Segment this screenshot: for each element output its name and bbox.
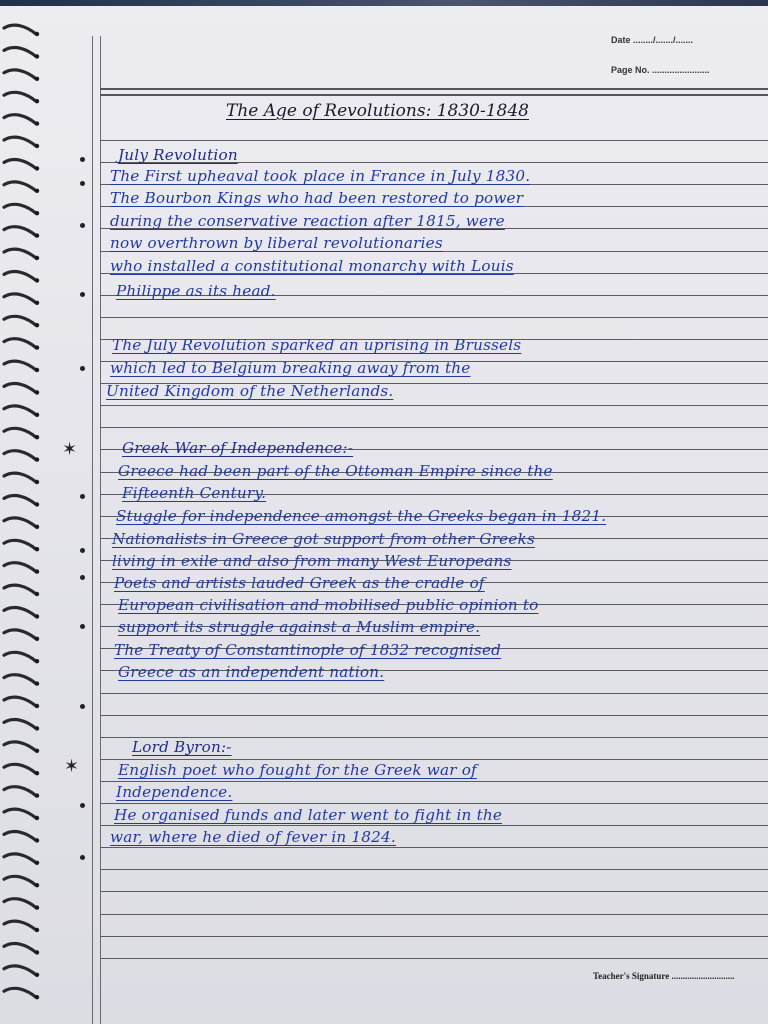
spiral-coil	[4, 540, 36, 549]
note-line: Poets and artists lauded Greek as the cradle of	[114, 574, 485, 592]
spiral-coil	[4, 899, 36, 908]
binding-hole	[35, 502, 39, 506]
spiral-coil	[4, 608, 36, 617]
bullet-point	[80, 494, 85, 499]
header-rule-2	[100, 94, 768, 96]
note-line: during the conservative reaction after 1815, were	[110, 212, 505, 230]
note-line: which led to Belgium breaking away from the	[110, 359, 471, 377]
bullet-point	[80, 223, 85, 228]
spiral-coil	[4, 249, 36, 258]
bullet-point	[80, 624, 85, 629]
binding-hole	[35, 995, 39, 999]
spiral-coil	[4, 988, 36, 997]
margin-line-outer	[92, 36, 93, 1024]
spiral-coil	[4, 742, 36, 751]
binding-hole	[35, 681, 39, 685]
bullet-point	[80, 803, 85, 808]
spiral-coil	[4, 294, 36, 303]
binding-hole	[35, 883, 39, 887]
bullet-point	[80, 366, 85, 371]
binding-hole	[35, 861, 39, 865]
note-line: who installed a constitutional monarchy with Louis	[110, 257, 514, 275]
spiral-coil	[4, 652, 36, 661]
note-line: living in exile and also from many West Europeans	[112, 552, 512, 570]
spiral-coil	[4, 227, 36, 236]
note-line: Greece as an independent nation.	[118, 663, 385, 681]
binding-hole	[35, 278, 39, 282]
binding-hole	[35, 301, 39, 305]
binding-hole	[35, 816, 39, 820]
binding-hole	[35, 368, 39, 372]
star-marker-icon: ✶	[64, 756, 80, 777]
binding-hole	[35, 838, 39, 842]
binding-hole	[35, 345, 39, 349]
binding-hole	[35, 457, 39, 461]
binding-hole	[35, 547, 39, 551]
note-line: support its struggle against a Muslim empire.	[118, 618, 481, 636]
section-heading: July Revolution	[118, 146, 238, 164]
spiral-coil	[4, 809, 36, 818]
ruled-line	[100, 715, 768, 716]
binding-hole	[35, 928, 39, 932]
bullet-point	[80, 292, 85, 297]
spiral-coil	[4, 451, 36, 460]
binding-hole	[35, 637, 39, 641]
spiral-coil	[4, 406, 36, 415]
binding-hole	[35, 144, 39, 148]
note-line: war, where he died of fever in 1824.	[110, 828, 396, 846]
spiral-coil	[4, 204, 36, 213]
binding-hole	[35, 233, 39, 237]
bullet-point	[80, 157, 85, 162]
binding-hole	[35, 793, 39, 797]
spiral-coil	[4, 787, 36, 796]
binding-hole	[35, 99, 39, 103]
star-marker-icon: ✶	[62, 439, 78, 460]
note-line: Fifteenth Century.	[122, 484, 267, 502]
binding-hole	[35, 480, 39, 484]
binding-hole	[35, 726, 39, 730]
spiral-coil	[4, 316, 36, 325]
spiral-coil	[4, 697, 36, 706]
page-title: The Age of Revolutions: 1830-1848	[226, 101, 529, 121]
binding-hole	[35, 592, 39, 596]
note-line: now overthrown by liberal revolutionaries	[110, 234, 443, 252]
spiral-coil	[4, 764, 36, 773]
binding-hole	[35, 973, 39, 977]
spiral-coil	[4, 70, 36, 79]
spiral-coil	[4, 720, 36, 729]
binding-hole	[35, 413, 39, 417]
note-line: Nationalists in Greece got support from other Greeks	[112, 530, 535, 548]
binding-hole	[35, 569, 39, 573]
note-line: Independence.	[116, 783, 233, 801]
ruled-line	[100, 140, 768, 141]
binding-hole	[35, 54, 39, 58]
spiral-coil	[4, 876, 36, 885]
ruled-line	[100, 914, 768, 915]
ruled-line	[100, 936, 768, 937]
ruled-line	[100, 693, 768, 694]
section-heading: Greek War of Independence:-	[122, 439, 354, 457]
spiral-coil	[4, 921, 36, 930]
spiral-coil	[4, 272, 36, 281]
bullet-point	[80, 704, 85, 709]
date-field: Date ......../......./.......	[611, 35, 694, 45]
teacher-signature-field: Teacher's Signature ............................	[593, 971, 735, 981]
spiral-coil	[4, 428, 36, 437]
bullet-point	[80, 181, 85, 186]
binding-hole	[35, 950, 39, 954]
binding-hole	[35, 323, 39, 327]
binding-hole	[35, 32, 39, 36]
bullet-point	[80, 575, 85, 580]
spiral-coil	[4, 384, 36, 393]
spiral-coil	[4, 182, 36, 191]
spiral-coil	[4, 518, 36, 527]
spiral-coil	[4, 944, 36, 953]
spiral-coil	[4, 473, 36, 482]
spiral-coil	[4, 496, 36, 505]
spiral-coil	[4, 630, 36, 639]
ruled-line	[100, 405, 768, 406]
binding-hole	[35, 659, 39, 663]
binding-hole	[35, 614, 39, 618]
binding-hole	[35, 704, 39, 708]
note-line: The Treaty of Constantinople of 1832 recognised	[114, 641, 502, 659]
spiral-coil	[4, 137, 36, 146]
spiral-coil	[4, 361, 36, 370]
binding-hole	[35, 525, 39, 529]
note-line: The Bourbon Kings who had been restored to power	[110, 189, 524, 207]
binding-hole	[35, 905, 39, 909]
header-rule-1	[100, 88, 768, 90]
spiral-coil	[4, 160, 36, 169]
spiral-coil	[4, 563, 36, 572]
page-top-edge	[0, 0, 768, 6]
note-line: Stuggle for independence amongst the Greeks began in 1821.	[116, 507, 607, 525]
spiral-coil	[4, 339, 36, 348]
ruled-line	[100, 958, 768, 959]
bullet-point	[80, 548, 85, 553]
spiral-coil	[4, 966, 36, 975]
ruled-line	[100, 759, 768, 760]
spiral-coil	[4, 832, 36, 841]
binding-hole	[35, 435, 39, 439]
ruled-line	[100, 891, 768, 892]
binding-hole	[35, 771, 39, 775]
section-heading: Lord Byron:-	[132, 738, 232, 756]
binding-hole	[35, 189, 39, 193]
ruled-line	[100, 317, 768, 318]
spiral-coil	[4, 92, 36, 101]
note-line: Greece had been part of the Ottoman Empire since the	[118, 462, 553, 480]
spiral-coil	[4, 854, 36, 863]
binding-hole	[35, 211, 39, 215]
binding-hole	[35, 749, 39, 753]
note-line: The July Revolution sparked an uprising in Brussels	[112, 336, 522, 354]
ruled-line	[100, 869, 768, 870]
ruled-line	[100, 427, 768, 428]
note-line: European civilisation and mobilised public opinion to	[118, 596, 539, 614]
ruled-line	[100, 825, 768, 826]
binding-hole	[35, 256, 39, 260]
ruled-line	[100, 781, 768, 782]
note-line: The First upheaval took place in France in July 1830.	[110, 167, 531, 185]
page-number-field: Page No. .......................	[611, 65, 710, 75]
note-line: He organised funds and later went to fight in the	[114, 806, 503, 824]
spiral-coil	[4, 25, 36, 34]
ruled-line	[100, 847, 768, 848]
spiral-coil	[4, 585, 36, 594]
note-line: Philippe as its head.	[116, 282, 276, 300]
note-line: United Kingdom of the Netherlands.	[106, 382, 394, 400]
binding-hole	[35, 121, 39, 125]
ruled-line	[100, 803, 768, 804]
note-line: English poet who fought for the Greek war of	[118, 761, 477, 779]
binding-hole	[35, 166, 39, 170]
spiral-coil	[4, 48, 36, 57]
spiral-coil	[4, 675, 36, 684]
binding-hole	[35, 390, 39, 394]
spiral-binding	[0, 20, 44, 1020]
bullet-point	[80, 855, 85, 860]
binding-hole	[35, 77, 39, 81]
spiral-coil	[4, 115, 36, 124]
